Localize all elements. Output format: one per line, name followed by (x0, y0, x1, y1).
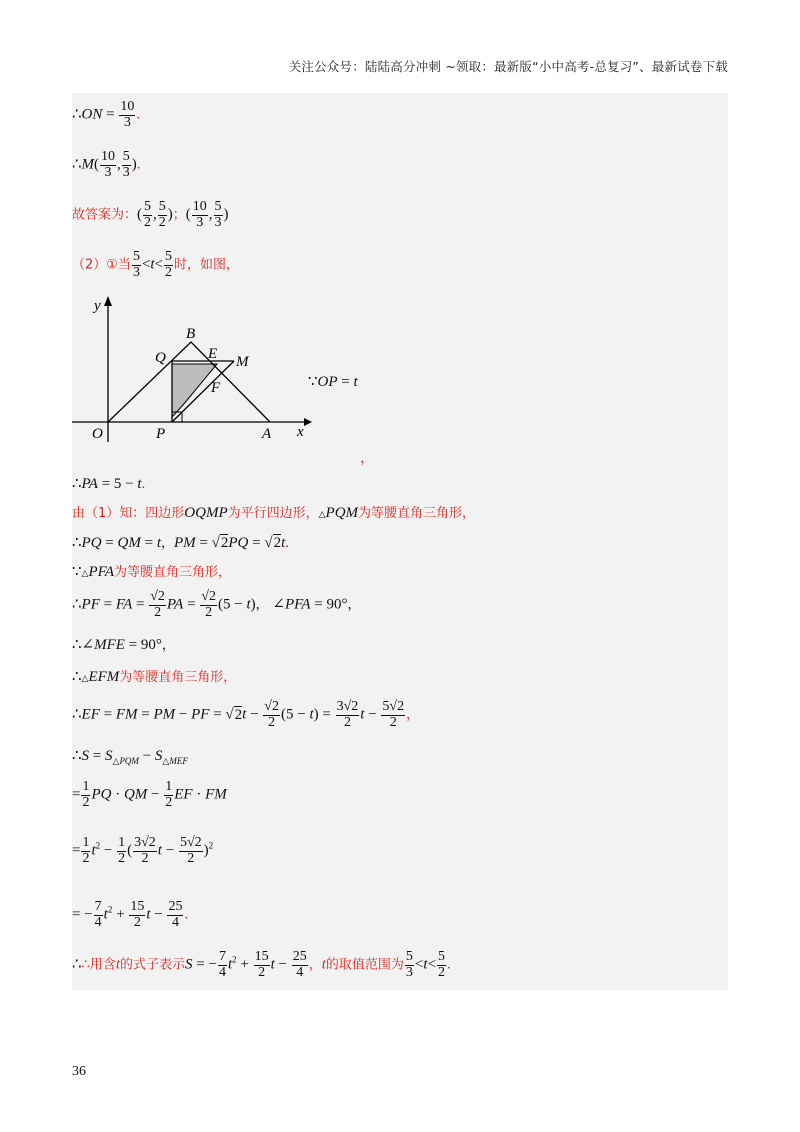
fig-label-p: P (156, 426, 166, 442)
fig-label-a: A (262, 426, 272, 442)
fig-label-m: M (236, 354, 249, 370)
fig-label-f: F (211, 380, 221, 396)
line-ef: ∴EF = FM = PM − PF = √2t − $\frac{√2}{2}$ (5 − t) = $\frac{3√2}{2}$ t − $\frac{5√2}{2}$ ， (72, 699, 420, 730)
line-pfa: ∵△PFA为等腰直角三角形， (72, 564, 232, 580)
line-case: （2）①当 $\frac{5}{3}$ <t< $\frac{5}{2}$ 时，如图， (72, 249, 240, 280)
geometry-figure (72, 292, 312, 442)
fig-label-o: O (92, 426, 103, 442)
line-pf: ∴PF = FA = $\frac{√2}{2}$ PA = $\frac{√2}{2}$ (5 − t)， ∠PFA = 90°， (72, 589, 361, 620)
page-header: 关注公众号：陆陆高分冲刺 ~领取：最新版“小中高考-总复习”、最新试卷下载 (288, 59, 728, 74)
line-m: ∴M( $\frac{10}{3}$ , $\frac{5}{3}$ ). (72, 149, 141, 180)
line-on: ∴ON = $\frac{10}{3}$ . (72, 99, 141, 130)
line-answer: 故答案为：( $\frac{5}{2}$ , $\frac{5}{2}$ )；( $\frac{10}{3}$ , $\frac{5}{3}$ ) (72, 199, 229, 230)
line-pq: ∴PQ = QM = t，PM = √2PQ = √2t. (72, 535, 289, 551)
line-s-expand: = $\frac{1}{2}$ PQ · QM − $\frac{1}{2}$ EF · FM (72, 779, 227, 810)
line-parallelogram: 由（1）知：四边形OQMP为平行四边形，△PQM为等腰直角三角形， (72, 505, 476, 521)
figure-comma: ， (360, 450, 376, 466)
line-s-sub: = $\frac{1}{2}$ $t^2$ − $\frac{1}{2}$ ( $\frac{3√2}{2}$ t − $\frac{5√2}{2}$ )$^2$ (72, 835, 214, 866)
line-s-result: = − $\frac{7}{4}$ $t^2$ + $\frac{15}{2}$ t − $\frac{25}{4}$ . (72, 899, 189, 930)
line-s: ∴S = $S_{\triangle PQM} - S_{\triangle MEF}$ (72, 748, 188, 766)
line-final: ∴∴用含t的式子表示S = − $\frac{7}{4}$ $t^2$ + $\frac{15}{2}$ t − $\frac{25}{4}$ ，t的取值范围为 $\frac{5}{3}$ <t< $\frac{5}{2}$ . (72, 949, 451, 980)
fig-label-q: Q (155, 350, 166, 366)
line-mfe: ∴∠MFE = 90°， (72, 637, 175, 653)
op-note: ∵OP = t (308, 374, 358, 390)
fig-label-b: B (186, 326, 196, 342)
fig-label-y: y (94, 298, 101, 314)
line-efm: ∴△EFM为等腰直角三角形， (72, 669, 237, 685)
page-number: 36 (72, 1064, 86, 1079)
line-pa: ∴PA = 5 − t. (72, 476, 146, 492)
fig-label-x: x (297, 424, 304, 440)
fig-label-e: E (208, 346, 218, 362)
